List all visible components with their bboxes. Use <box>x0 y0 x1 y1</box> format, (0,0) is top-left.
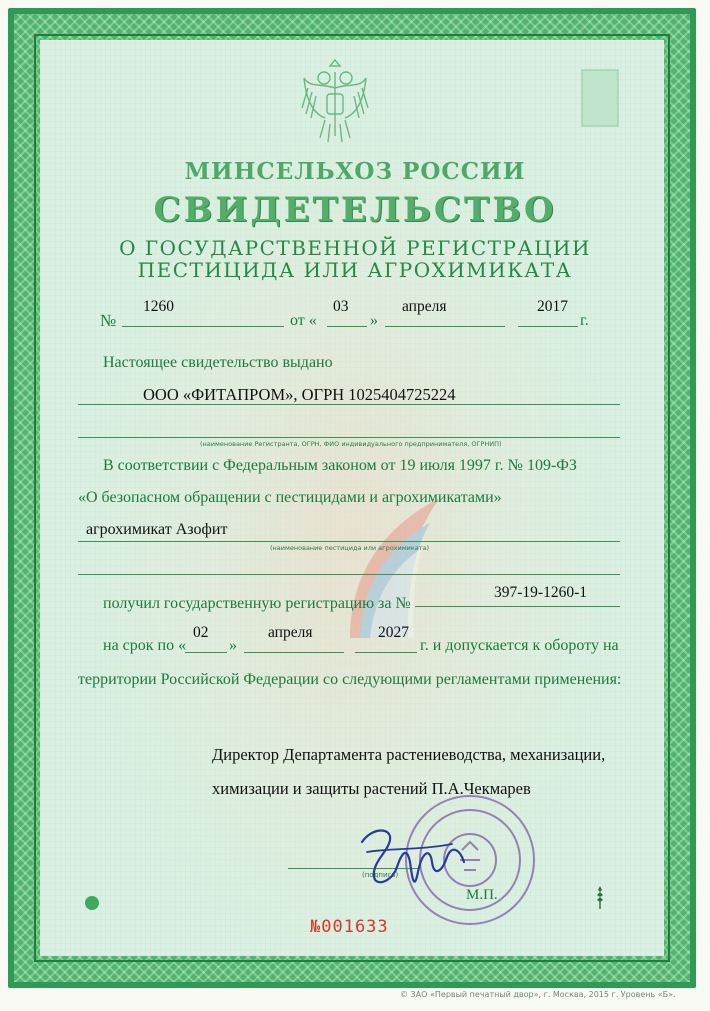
registration-number: 397-19-1260-1 <box>494 584 587 601</box>
term-month: апреля <box>268 624 313 641</box>
coat-of-arms-icon <box>300 58 370 148</box>
serial-number: №001633 <box>310 917 389 937</box>
term-month-underline <box>244 652 344 653</box>
signatory-line-2: химизации и защиты растений П.А.Чекмарев <box>212 779 531 798</box>
issued-caption: (наименование Регистранта, ОГРН, ФИО индивидуального предпринимателя, ОГРНИП) <box>200 440 502 448</box>
year-underline <box>518 326 578 327</box>
issued-underline-1 <box>78 404 620 405</box>
document-title: СВИДЕТЕЛЬСТВО <box>153 190 557 230</box>
signatory-line-1: Директор Департамента растениеводства, механизации, <box>212 745 606 764</box>
law-line-1: В соответствии с Федеральным законом от 19 июля 1997 г. № 109-ФЗ <box>103 457 577 474</box>
term-year: 2027 <box>378 624 409 641</box>
term-day-close-quote: » <box>229 637 237 654</box>
registration-label: получил государственную регистрацию за № <box>103 595 411 612</box>
ministry-name: МИНСЕЛЬХОЗ РОССИИ <box>184 158 526 185</box>
issued-underline-2 <box>78 437 620 438</box>
term-day: 02 <box>193 624 209 641</box>
subtitle-line-1: О ГОСУДАРСТВЕННОЙ РЕГИСТРАЦИИ <box>119 236 591 260</box>
issue-day: 03 <box>333 298 349 315</box>
year-suffix: г. <box>580 312 589 329</box>
signature-caption: (подпись) <box>362 871 399 879</box>
day-underline <box>327 326 367 327</box>
issue-year: 2017 <box>537 298 568 315</box>
subtitle-line-2: ПЕСТИЦИДА ИЛИ АГРОХИМИКАТА <box>137 258 573 282</box>
hologram-mark-icon <box>580 68 620 128</box>
issued-to-value: ООО «ФИТАПРОМ», ОГРН 1025404725224 <box>143 385 456 404</box>
product-underline-1 <box>78 541 620 542</box>
law-line-2: «О безопасном обращении с пестицидами и агрохимикатами» <box>78 489 502 506</box>
number-underline <box>122 326 284 327</box>
green-dot-mark <box>85 896 99 910</box>
wheat-ear-icon <box>592 884 608 910</box>
printer-footer: © ЗАО «Первый печатный двор», г. Москва, 2015 г. Уровень «Б». <box>400 990 676 999</box>
product-name: агрохимикат Азофит <box>86 521 228 538</box>
term-day-underline <box>185 652 227 653</box>
issued-label: Настоящее свидетельство выдано <box>103 354 333 371</box>
term-label: на срок по « <box>103 637 187 654</box>
registration-underline <box>415 606 620 607</box>
term-suffix: г. и допускается к обороту на <box>420 637 619 654</box>
mp-label: М.П. <box>466 887 498 903</box>
from-label: от « <box>290 312 317 329</box>
day-close-quote: » <box>370 312 378 329</box>
product-underline-2 <box>78 574 620 575</box>
product-caption: (наименование пестицида или агрохимиката) <box>270 544 430 552</box>
term-line-2: территории Российской Федерации со следующими регламентами применения: <box>78 671 622 688</box>
term-year-underline <box>355 652 417 653</box>
signature-icon <box>352 822 472 902</box>
number-label: № <box>100 311 117 330</box>
month-underline <box>385 326 505 327</box>
certificate-number: 1260 <box>143 298 174 315</box>
issue-month: апреля <box>402 298 447 315</box>
